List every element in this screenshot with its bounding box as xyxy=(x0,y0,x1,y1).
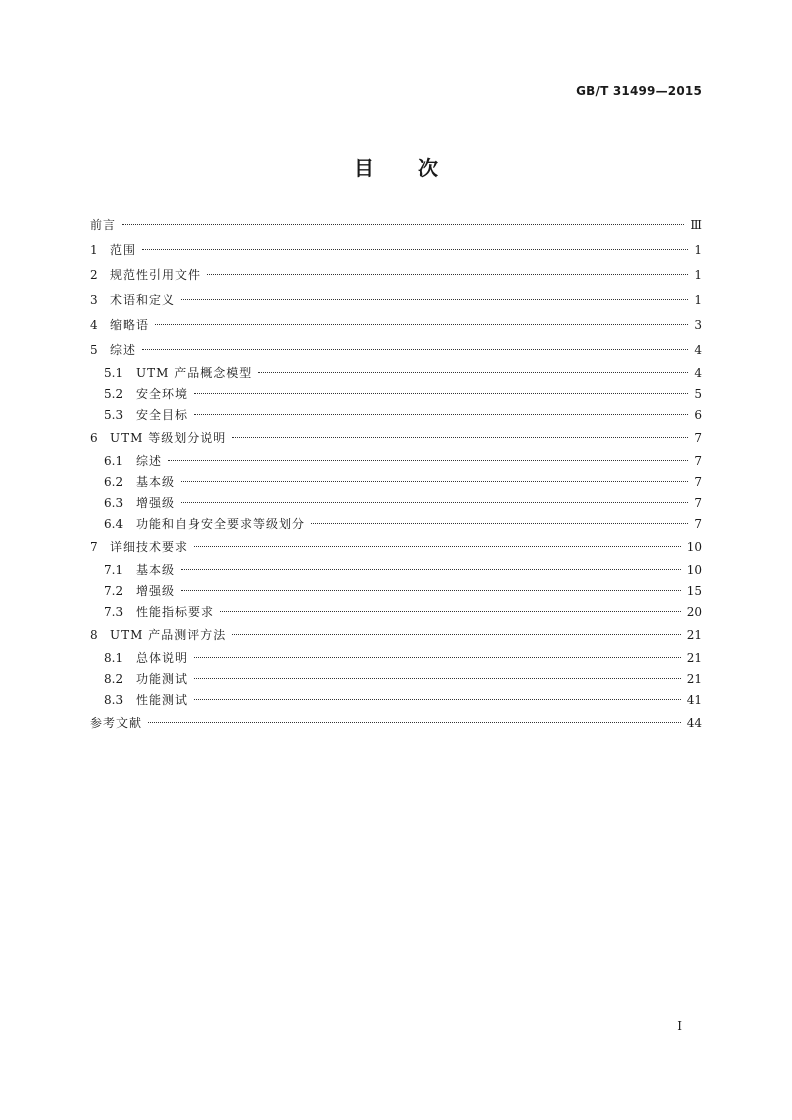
toc-entry-label: 增强级 xyxy=(136,584,176,598)
toc-entry-page: 7 xyxy=(694,475,702,489)
toc-entry-label: 综述 xyxy=(110,343,137,357)
toc-entry-page: 1 xyxy=(694,268,702,282)
toc-entry-label: 基本级 xyxy=(136,563,176,577)
toc-entry[interactable] xyxy=(90,581,702,602)
toc-entry[interactable] xyxy=(90,648,702,669)
toc-entry-number: 7.2 xyxy=(104,584,124,598)
toc-entry-page: 7 xyxy=(694,431,702,445)
dot-leader xyxy=(181,502,688,503)
toc-entry-number: 1 xyxy=(90,243,98,257)
dot-leader xyxy=(142,249,688,250)
toc-entry-label: 规范性引用文件 xyxy=(110,268,202,282)
toc-entry-page: 20 xyxy=(686,605,702,619)
toc-entry-page: 44 xyxy=(686,716,702,730)
toc-entry-number: 5.1 xyxy=(104,366,124,380)
toc-entry-page: 1 xyxy=(694,243,702,257)
toc-entry-page: 4 xyxy=(694,366,702,380)
toc-entry-label: 性能指标要求 xyxy=(136,605,215,619)
toc-entry-page: 21 xyxy=(686,651,702,665)
dot-leader xyxy=(181,299,688,300)
toc-entry-label: 缩略语 xyxy=(110,318,150,332)
toc-entry-label: 总体说明 xyxy=(136,651,189,665)
dot-leader xyxy=(168,460,688,461)
toc-entry-label: 安全目标 xyxy=(136,408,189,422)
toc-entry-number: 8.1 xyxy=(104,651,124,665)
toc-entry-number: 5.3 xyxy=(104,408,124,422)
dot-leader xyxy=(232,634,680,635)
toc-entry-label: UTM 产品概念模型 xyxy=(136,366,253,380)
toc-entry[interactable] xyxy=(90,690,702,711)
toc-entry-number: 8.3 xyxy=(104,693,124,707)
dot-leader xyxy=(207,274,688,275)
toc-entry-label: 详细技术要求 xyxy=(110,540,189,554)
toc-entry[interactable] xyxy=(90,472,702,493)
dot-leader xyxy=(232,437,688,438)
toc-entry[interactable] xyxy=(90,493,702,514)
dot-leader xyxy=(142,349,688,350)
toc-entry-number: 5 xyxy=(90,343,98,357)
toc-entry-page: 4 xyxy=(694,343,702,357)
dot-leader xyxy=(220,611,681,612)
toc-entry-label: 安全环境 xyxy=(136,387,189,401)
toc-entry-label: 前言 xyxy=(90,218,117,232)
dot-leader xyxy=(181,569,681,570)
toc-entry-number: 2 xyxy=(90,268,98,282)
dot-leader xyxy=(258,372,688,373)
toc-entry-number: 6.2 xyxy=(104,475,124,489)
toc-entry-number: 6 xyxy=(90,431,98,445)
toc-entry[interactable] xyxy=(90,238,702,263)
toc-entry[interactable] xyxy=(90,669,702,690)
toc-entry-page: 10 xyxy=(686,540,702,554)
toc-entry-label: UTM 等级划分说明 xyxy=(110,431,227,445)
toc-entry-page: 5 xyxy=(694,387,702,401)
toc-entry[interactable] xyxy=(90,313,702,338)
toc-entry-label: 功能测试 xyxy=(136,672,189,686)
toc-entry-number: 4 xyxy=(90,318,98,332)
toc-entry-number: 5.2 xyxy=(104,387,124,401)
toc-entry-number: 7.3 xyxy=(104,605,124,619)
toc-entry-page: 21 xyxy=(686,672,702,686)
toc-entry[interactable] xyxy=(90,263,702,288)
toc-entry[interactable] xyxy=(90,711,702,736)
dot-leader xyxy=(194,657,681,658)
toc-entry-label: 功能和自身安全要求等级划分 xyxy=(136,517,306,531)
toc-entry-label: 参考文献 xyxy=(90,716,143,730)
toc-entry[interactable] xyxy=(90,405,702,426)
toc-entry-page: 21 xyxy=(686,628,702,642)
toc-entry-label: 基本级 xyxy=(136,475,176,489)
toc-entry-page: 1 xyxy=(694,293,702,307)
toc-entry-page: 7 xyxy=(694,496,702,510)
page-title: 目次 xyxy=(354,156,482,180)
table-of-contents xyxy=(90,213,702,736)
page-number: I xyxy=(677,1019,682,1033)
dot-leader xyxy=(181,481,688,482)
toc-entry-label: 增强级 xyxy=(136,496,176,510)
toc-entry[interactable] xyxy=(90,560,702,581)
toc-entry-number: 6.3 xyxy=(104,496,124,510)
toc-entry-page: 15 xyxy=(686,584,702,598)
dot-leader xyxy=(122,224,684,225)
toc-entry[interactable] xyxy=(90,623,702,648)
dot-leader xyxy=(194,699,681,700)
toc-entry-page: 6 xyxy=(694,408,702,422)
toc-entry-label: UTM 产品测评方法 xyxy=(110,628,227,642)
toc-entry[interactable] xyxy=(90,602,702,623)
toc-entry-page: 7 xyxy=(694,517,702,531)
toc-entry[interactable] xyxy=(90,426,702,451)
toc-entry-number: 6.1 xyxy=(104,454,124,468)
toc-entry[interactable] xyxy=(90,338,702,363)
standard-number: GB/T 31499—2015 xyxy=(576,84,702,98)
toc-entry[interactable] xyxy=(90,213,702,238)
toc-entry[interactable] xyxy=(90,288,702,313)
toc-entry-number: 8 xyxy=(90,628,98,642)
toc-entry-page: Ⅲ xyxy=(690,218,702,232)
toc-entry-page: 10 xyxy=(686,563,702,577)
toc-entry-label: 术语和定义 xyxy=(110,293,176,307)
dot-leader xyxy=(194,546,681,547)
dot-leader xyxy=(181,590,681,591)
dot-leader xyxy=(311,523,688,524)
toc-entry[interactable] xyxy=(90,384,702,405)
toc-entry[interactable] xyxy=(90,535,702,560)
dot-leader xyxy=(148,722,681,723)
toc-entry-number: 7.1 xyxy=(104,563,124,577)
toc-entry-label: 性能测试 xyxy=(136,693,189,707)
toc-entry[interactable] xyxy=(90,451,702,472)
toc-entry-label: 综述 xyxy=(136,454,163,468)
toc-entry[interactable] xyxy=(90,363,702,384)
toc-entry-label: 范围 xyxy=(110,243,137,257)
dot-leader xyxy=(155,324,688,325)
dot-leader xyxy=(194,414,688,415)
dot-leader xyxy=(194,393,688,394)
toc-entry-number: 6.4 xyxy=(104,517,124,531)
toc-entry-number: 8.2 xyxy=(104,672,124,686)
toc-entry-page: 41 xyxy=(686,693,702,707)
toc-entry-number: 7 xyxy=(90,540,98,554)
toc-entry[interactable] xyxy=(90,514,702,535)
toc-entry-page: 3 xyxy=(694,318,702,332)
toc-entry-number: 3 xyxy=(90,293,98,307)
toc-entry-page: 7 xyxy=(694,454,702,468)
dot-leader xyxy=(194,678,681,679)
